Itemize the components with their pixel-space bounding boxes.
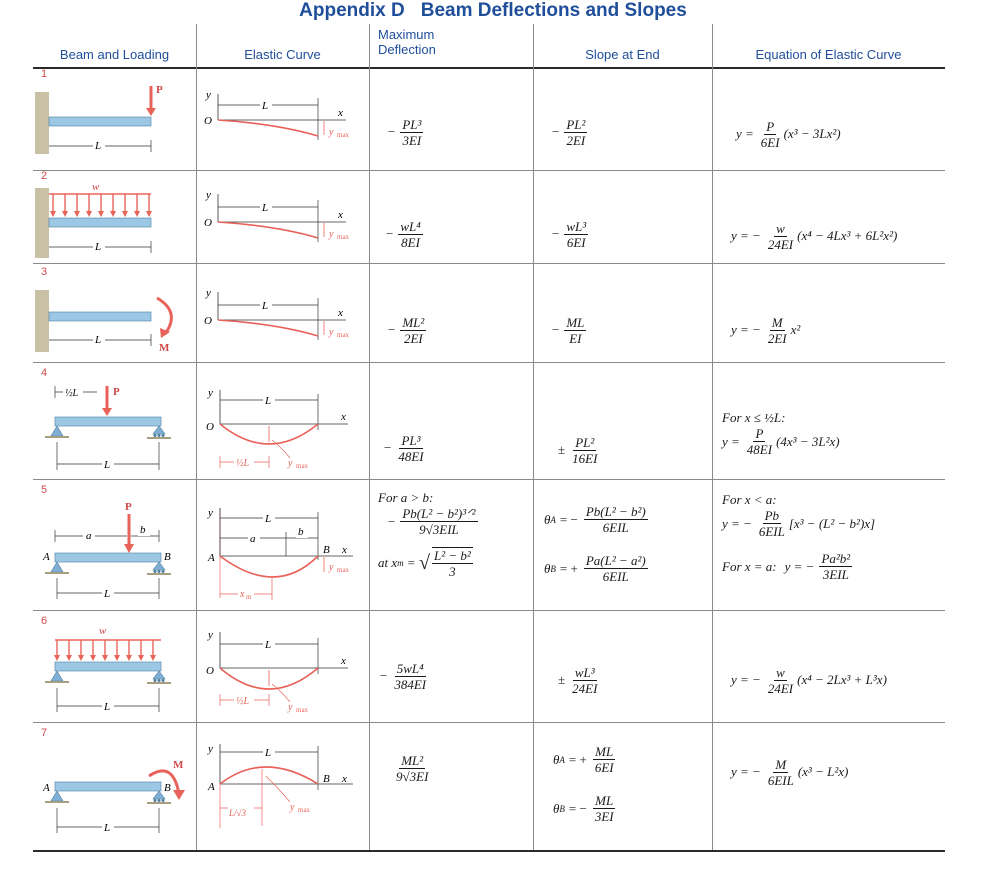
- row-divider: [33, 479, 945, 480]
- svg-text:B: B: [164, 551, 171, 563]
- svg-text:L: L: [104, 459, 111, 471]
- appendix-name: Beam Deflections and Slopes: [420, 0, 687, 21]
- header-slope-end: Slope at End: [585, 47, 660, 62]
- svg-text:y: y: [329, 127, 334, 138]
- row-number: 5: [41, 484, 48, 496]
- equation-1: y = $\frac{P}{6EI}$ (x³ − 3Lx²): [736, 118, 841, 150]
- row-number: 4: [41, 367, 48, 379]
- slope-end-2: − $\frac{\text{wL³}}{6EI}$: [552, 218, 587, 250]
- slope-end-3: − $\frac{ML}{EI}$: [552, 314, 585, 346]
- max-deflection-5: For a > b: − $\frac{\text{Pb(L² − b²)³ᐟ²}}{\text{9√3EIL}}$ at x m = √ $\frac{\text{L² − b²}}{3}$: [378, 490, 476, 579]
- svg-text:y: y: [288, 458, 293, 469]
- elastic-curve-4: [198, 382, 366, 477]
- beam: [49, 312, 151, 321]
- svg-text:L: L: [104, 701, 111, 713]
- svg-text:w: w: [92, 181, 100, 193]
- svg-text:max: max: [296, 462, 309, 470]
- distributed-load: [50, 194, 152, 217]
- appendix-label: Appendix D: [299, 0, 405, 21]
- row-number: 2: [41, 170, 48, 182]
- svg-text:y: y: [288, 702, 293, 713]
- pin-support: [51, 791, 63, 801]
- max-deflection-3: − $\frac{\text{ML²}}{2EI}$: [388, 314, 425, 346]
- beam-figure-cantilever-moment: [33, 276, 193, 361]
- svg-text:L: L: [262, 100, 269, 112]
- beam: [49, 218, 151, 227]
- header-equation: Equation of Elastic Curve: [755, 47, 902, 62]
- beam-figure-simple-center-load: [33, 380, 193, 475]
- svg-text:L: L: [265, 513, 272, 525]
- svg-text:P: P: [125, 501, 132, 513]
- svg-text:L: L: [104, 822, 111, 834]
- equation-7: y = − $\frac{M}{\text{6EIL}}$ (x³ − L²x): [731, 756, 849, 788]
- slope-end-4: ± $\frac{\text{PL²}}{16EI}$: [558, 434, 598, 466]
- pin-support: [51, 562, 63, 572]
- svg-text:x: x: [341, 655, 346, 667]
- svg-text:a: a: [86, 530, 92, 542]
- beam: [55, 662, 161, 671]
- row-divider: [33, 610, 945, 611]
- svg-text:M: M: [173, 759, 184, 771]
- page-title: [0, 0, 986, 22]
- svg-text:y: y: [290, 802, 295, 813]
- beam-figure-simple-end-moment: [33, 738, 193, 846]
- svg-text:y: y: [208, 743, 213, 755]
- row-divider: [33, 722, 945, 723]
- svg-text:y: y: [329, 229, 334, 240]
- svg-text:b: b: [298, 526, 304, 538]
- svg-text:M: M: [159, 342, 170, 354]
- deflection-curve: [218, 120, 318, 136]
- svg-text:A: A: [208, 781, 215, 793]
- max-deflection-2: − $\frac{\text{wL⁴}}{8EI}$: [386, 218, 421, 250]
- svg-text:y: y: [206, 189, 211, 201]
- svg-text:max: max: [296, 706, 309, 714]
- equation-4: For x ≤ ½L: y = $\frac{P}{48EI}$ (4x³ − 3L²x): [722, 410, 840, 457]
- slope-end-7: θ A = + $\frac{ML}{6EI}$ θ B = − $\frac{ML}{3EI}$: [553, 744, 614, 824]
- slope-end-1: − $\frac{\text{PL²}}{2EI}$: [552, 116, 586, 148]
- elastic-curve-3: [198, 276, 366, 361]
- beam: [55, 782, 161, 791]
- svg-text:a: a: [250, 533, 256, 545]
- svg-text:y: y: [208, 507, 213, 519]
- svg-text:y: y: [206, 287, 211, 299]
- beam: [49, 117, 151, 126]
- svg-text:x: x: [338, 307, 343, 319]
- header-max-deflection: Maximum Deflection: [378, 27, 436, 57]
- svg-text:L: L: [95, 140, 102, 152]
- moment-arrow: [157, 298, 171, 334]
- distributed-load: [54, 640, 156, 661]
- svg-text:½L: ½L: [236, 696, 250, 707]
- svg-text:A: A: [208, 552, 215, 564]
- svg-text:L: L: [104, 588, 111, 600]
- svg-text:A: A: [43, 551, 50, 563]
- svg-text:L: L: [265, 395, 272, 407]
- column-divider: [369, 24, 370, 850]
- max-deflection-4: − $\frac{\text{PL³}}{48EI}$: [384, 432, 424, 464]
- svg-text:max: max: [298, 806, 311, 814]
- equation-2: y = − $\frac{w}{24EI}$ (x⁴ − 4Lx³ + 6L²x²): [731, 220, 898, 252]
- svg-text:x: x: [341, 411, 346, 423]
- svg-text:x: x: [342, 544, 347, 556]
- svg-text:½L: ½L: [236, 458, 250, 469]
- svg-text:max: max: [337, 331, 350, 339]
- svg-text:½L: ½L: [65, 388, 79, 399]
- beam-figure-simple-offset-load: [33, 496, 193, 606]
- equation-6: y = − $\frac{w}{24EI}$ (x⁴ − 2Lx³ + L³x): [731, 664, 887, 696]
- svg-text:L: L: [262, 202, 269, 214]
- svg-text:max: max: [337, 233, 350, 241]
- svg-text:max: max: [337, 566, 350, 574]
- svg-text:P: P: [113, 386, 120, 398]
- svg-text:y: y: [329, 562, 334, 573]
- roller-support: [153, 671, 165, 679]
- header-rule: [33, 67, 945, 69]
- svg-text:y: y: [329, 327, 334, 338]
- svg-text:O: O: [204, 315, 212, 327]
- svg-text:L: L: [95, 241, 102, 253]
- beam: [55, 553, 161, 562]
- header-beam-loading: Beam and Loading: [59, 47, 170, 62]
- svg-text:L: L: [262, 300, 269, 312]
- svg-text:b: b: [140, 524, 146, 536]
- roller-support: [153, 426, 165, 434]
- row-number: 7: [41, 727, 48, 739]
- wall-support: [35, 290, 49, 352]
- max-deflection-1: − $\frac{\text{PL³}}{3EI}$: [388, 116, 422, 148]
- row-divider: [33, 170, 945, 171]
- wall-support: [35, 188, 49, 258]
- column-divider: [533, 24, 534, 850]
- svg-text:P: P: [156, 84, 163, 96]
- svg-text:O: O: [206, 421, 214, 433]
- svg-text:y: y: [208, 387, 213, 399]
- svg-text:A: A: [43, 782, 50, 794]
- header-elastic-curve: Elastic Curve: [244, 47, 321, 62]
- max-deflection-6: − $\frac{\text{5wL⁴}}{384EI}$: [380, 660, 427, 692]
- svg-text:L: L: [95, 334, 102, 346]
- row-number: 3: [41, 266, 48, 278]
- svg-text:O: O: [204, 115, 212, 127]
- svg-text:O: O: [204, 217, 212, 229]
- slope-end-5: θ A = − $\frac{\text{Pb(L² − b²)}}{\text{6EIL}}$ θ B = + $\frac{\text{Pa(L² − a²)}}{\text{6EIL}}$: [544, 504, 646, 584]
- beam: [55, 417, 161, 426]
- svg-text:m: m: [246, 593, 252, 601]
- wall-support: [35, 92, 49, 154]
- svg-text:max: max: [337, 131, 350, 139]
- svg-text:B: B: [164, 782, 171, 794]
- elastic-curve-6: [198, 624, 366, 716]
- svg-text:B: B: [323, 773, 330, 785]
- svg-text:x: x: [338, 209, 343, 221]
- row-number: 6: [41, 615, 48, 627]
- column-divider: [712, 24, 713, 850]
- svg-text:x: x: [240, 589, 245, 600]
- row-number: 1: [41, 68, 48, 80]
- row-divider: [33, 263, 945, 264]
- svg-text:y: y: [206, 89, 211, 101]
- roller-support: [153, 562, 165, 570]
- svg-text:O: O: [206, 665, 214, 677]
- svg-text:x: x: [342, 773, 347, 785]
- column-divider: [196, 24, 197, 850]
- slope-end-6: ± $\frac{\text{wL³}}{24EI}$: [558, 664, 598, 696]
- svg-text:L: L: [265, 639, 272, 651]
- max-deflection-7: $\frac{\text{ML²}}{9√3EI}$: [396, 752, 429, 784]
- beam-figure-simple-uniform: [33, 624, 193, 719]
- beam-figure-cantilever-point: [33, 80, 193, 165]
- svg-text:x: x: [338, 107, 343, 119]
- svg-text:L/√3: L/√3: [229, 808, 246, 818]
- row-divider: [33, 362, 945, 363]
- equation-5: For x < a: y = − $\frac{Pb}{\text{6EIL}}$ [x³ − (L² − b²)x] For x = a: y = − $\frac{\text{Pa²b²}}{\text{3EIL}}$: [722, 492, 876, 582]
- equation-3: y = − $\frac{M}{2EI}$ x²: [731, 314, 801, 346]
- elastic-curve-7: [198, 736, 366, 836]
- svg-text:w: w: [99, 625, 107, 637]
- bottom-rule: [33, 850, 945, 852]
- elastic-curve-1: [198, 78, 366, 166]
- svg-text:B: B: [323, 544, 330, 556]
- elastic-curve-5: [198, 498, 366, 606]
- beam-figure-cantilever-uniform: [33, 178, 193, 263]
- svg-text:y: y: [208, 629, 213, 641]
- svg-text:L: L: [265, 747, 272, 759]
- pin-support: [51, 671, 63, 681]
- pin-support: [51, 426, 63, 436]
- elastic-curve-2: [198, 178, 366, 263]
